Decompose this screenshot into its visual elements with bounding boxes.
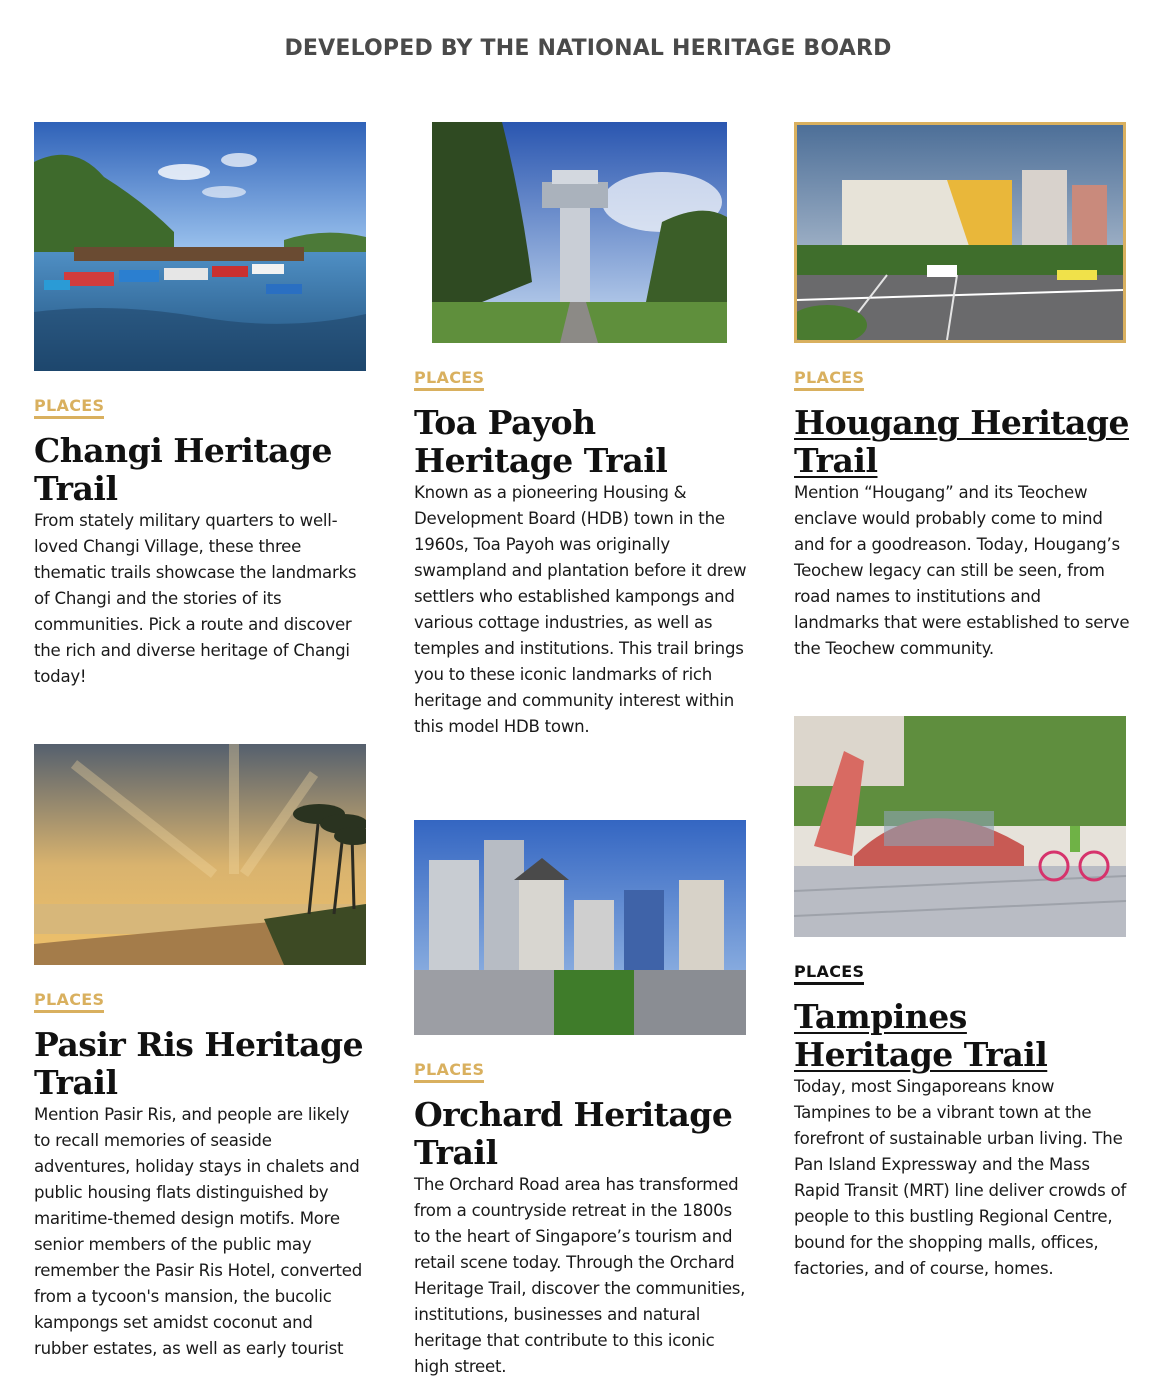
trail-card-tampines[interactable] (794, 716, 1126, 1316)
trail-card-pasir-ris[interactable] (34, 744, 366, 1360)
changi-image[interactable] (34, 122, 366, 371)
trail-description-tampines: Today, most Singaporeans know Tampines to be a vibrant town at the forefront of sustainable urban living. The Pan Island Expressway and the Mass Rapid Transit (MRT) line deliver crowds of people to this bustling Regional Centre, bound for the shopping malls, offices, factories, and of course, homes. (794, 1077, 1127, 1278)
toa-payoh-image[interactable] (432, 122, 727, 343)
trail-description-changi: From stately military quarters to well-loved Changi Village, these three thematic trails showcase the landmarks of Changi and the stories of its communities. Pick a route and discover the rich and diverse heritage of Changi today! (34, 511, 357, 686)
trail-title-toa-payoh[interactable]: Toa Payoh Heritage Trail (414, 403, 668, 480)
category-tag[interactable]: PLACES (34, 396, 104, 419)
trail-description-orchard: The Orchard Road area has transformed from a countryside retreat in the 1800s to the heart of Singapore’s tourism and retail scene today. Through the Orchard Heritage Trail, discover the communities, institutions, businesses and natural heritage that contribute to this iconic high street. (414, 1175, 746, 1376)
pasir-ris-image[interactable] (34, 744, 366, 965)
category-tag[interactable]: PLACES (34, 990, 104, 1013)
trail-description-hougang: Mention “Hougang” and its Teochew enclave would probably come to mind and for a goodreason. Today, Hougang’s Teochew legacy can still be seen, from road names to institutions and landmarks that were established to serve the Teochew community. (794, 483, 1130, 658)
trail-description-pasir-ris: Mention Pasir Ris, and people are likely to recall memories of seaside adventures, holiday stays in chalets and public housing flats distinguished by maritime-themed design motifs. More senior members of the public may remember the Pasir Ris Hotel, converted from a tycoon's mansion, the bucolic kampongs set amidst coconut and rubber estates, as well as early tourist (34, 1105, 363, 1358)
trail-card-hougang[interactable] (794, 122, 1130, 682)
section-heading: DEVELOPED BY THE NATIONAL HERITAGE BOARD (284, 36, 892, 61)
trail-title-tampines[interactable]: Tampines Heritage Trail (794, 997, 1048, 1074)
trail-card-changi[interactable] (34, 122, 366, 702)
trail-title-orchard[interactable]: Orchard Heritage Trail (414, 1095, 733, 1172)
category-tag[interactable]: PLACES (414, 368, 484, 391)
trail-card-toa-payoh[interactable] (414, 122, 746, 782)
trail-description-toa-payoh: Known as a pioneering Housing & Development Board (HDB) town in the 1960s, Toa Payoh was originally swampland and plantation before it drew settlers who established kampongs and various cottage industries, as well as temples and institutions. This trail brings you to these iconic landmarks of rich heritage and community interest within this model HDB town. (414, 483, 747, 736)
trail-title-changi[interactable]: Changi Heritage Trail (34, 431, 333, 508)
category-tag[interactable]: PLACES (794, 962, 864, 985)
category-tag[interactable]: PLACES (794, 368, 864, 391)
trail-title-pasir-ris[interactable]: Pasir Ris Heritage Trail (34, 1025, 364, 1102)
trail-card-orchard[interactable] (414, 820, 746, 1376)
category-tag[interactable]: PLACES (414, 1060, 484, 1083)
trail-title-hougang[interactable]: Hougang Heritage Trail (794, 403, 1129, 480)
hougang-image[interactable] (794, 122, 1126, 343)
tampines-image[interactable] (794, 716, 1126, 937)
orchard-image[interactable] (414, 820, 746, 1035)
